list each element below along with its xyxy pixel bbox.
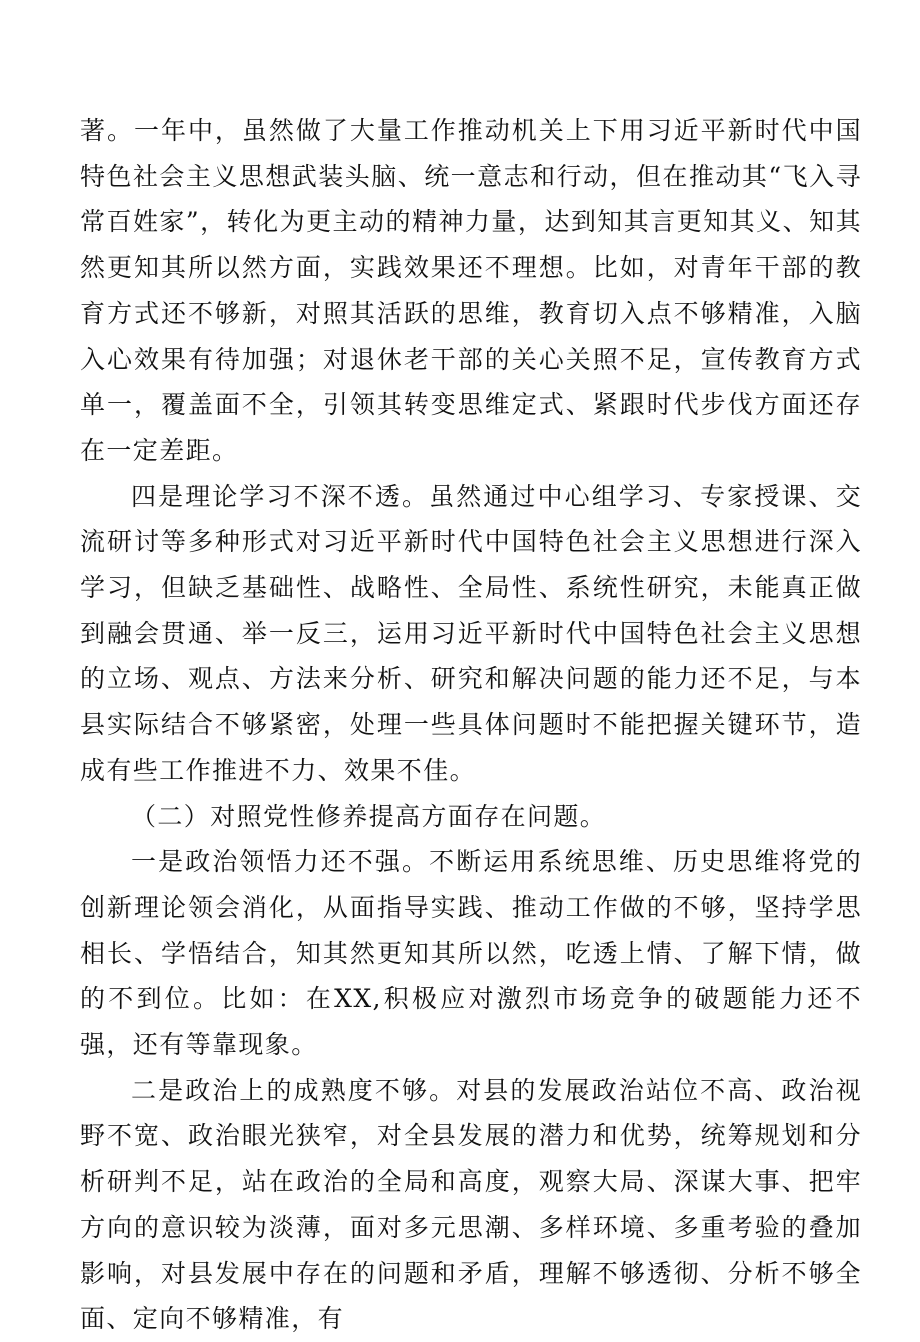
section-heading: （二）对照党性修养提高方面存在问题。 — [131, 801, 607, 831]
paragraph-political-maturity: 二是政治上的成熟度不够。对县的发展政治站位不高、政治视野不宽、政治眼光狭窄，对全县发展的潜力和优势，统筹规划和分析研判不足，站在政治的全局和高度，观察大局、深谋大事、把牢方向的意识较为淡薄，面对多元思潮、多样环境、多重考验的叠加影响，对县发展中存在的问题和矛盾，理解不够透彻、分析不够全面、定向不够精准，有 — [80, 1075, 862, 1334]
document-body — [80, 108, 862, 1342]
paragraph-political-understanding: 一是政治领悟力还不强。不断运用系统思维、历史思维将党的创新理论领会消化，从面指导实践、推动工作做的不够，坚持学思相长、学悟结合，知其然更知其所以然，吃透上情、了解下情，做的不到位。比如：在XX,积极应对激烈市场竞争的破题能力还不强，还有等靠现象。 — [80, 847, 862, 1060]
paragraph-theory-study: 四是理论学习不深不透。虽然通过中心组学习、专家授课、交流研讨等多种形式对习近平新时代中国特色社会主义思想进行深入学习，但缺乏基础性、战略性、全局性、系统性研究，未能真正做到融会贯通、举一反三，运用习近平新时代中国特色社会主义思想的立场、观点、方法来分析、研究和解决问题的能力还不足，与本县实际结合不够紧密，处理一些具体问题时不能把握关键环节，造成有些工作推进不力、效果不佳。 — [80, 481, 862, 785]
paragraph-continuation: 著。一年中，虽然做了大量工作推动机关上下用习近平新时代中国特色社会主义思想武装头脑、统一意志和行动，但在推动其“飞入寻常百姓家”，转化为更主动的精神力量，达到知其言更知其义、知其然更知其所以然方面，实践效果还不理想。比如，对青年干部的教育方式还不够新，对照其活跃的思维，教育切入点不够精准，入脑入心效果有待加强；对退休老干部的关心关照不足，宣传教育方式单一，覆盖面不全，引领其转变思维定式、紧跟时代步伐方面还存在一定差距。 — [80, 116, 862, 465]
